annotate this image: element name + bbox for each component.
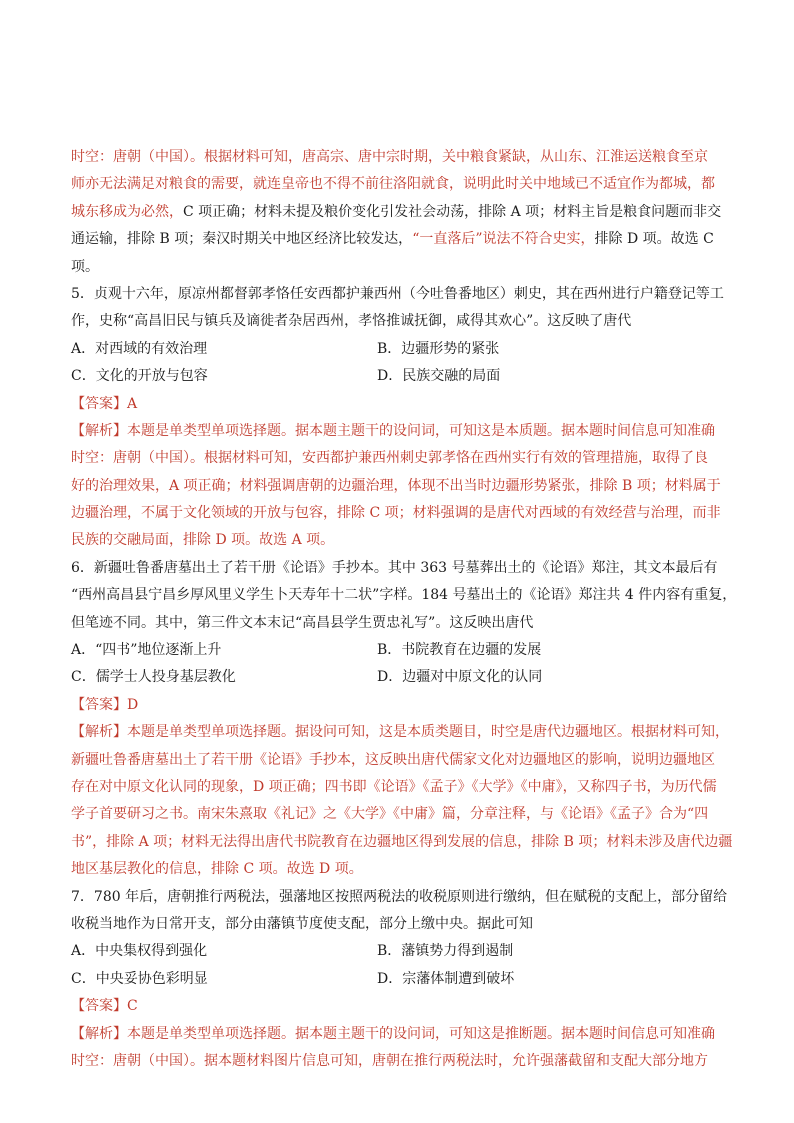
q7-stem-line-1: 7．780 年后，唐朝推行两税法，强藩地区按照两税法的收税原则进行缴纳，但在赋税的支配上，部分留给 — [71, 888, 728, 905]
q7-option-d: D．宗藩体制遭到破坏 — [377, 970, 515, 987]
q6-options-row-2 — [71, 664, 731, 691]
q6-analysis-line-1: 【解析】本题是单类型单项选择题。据设问可知，这是本质类题目，时空是唐代边疆地区。根据材料可知， — [71, 724, 729, 741]
q4-text-black: 排除 B 项；秦汉时期关中地区经济比较发达， — [127, 231, 413, 248]
q6-analysis-line-2: 新疆吐鲁番唐墓出土了若干册《论语》手抄本，这反映出唐代儒家文化对边疆地区的影响，说明边疆地区 — [71, 751, 715, 768]
q6-option-b: B．书院教育在边疆的发展 — [377, 642, 542, 659]
q4-analysis-line-2: 师亦无法满足对粮食的需要，就连皇帝也不得不前往洛阳就食，说明此时关中地域已不适宜作为都城，都 — [71, 176, 715, 193]
q6-option-d: D．边疆对中原文化的认同 — [377, 669, 543, 686]
q4-text-red: 城东移成为必然， — [71, 203, 183, 220]
q4-text-red: “一直落后”说法不符合史实， — [412, 231, 595, 248]
q4-analysis-line-3 — [71, 199, 731, 226]
q7-option-b: B．藩镇势力得到遏制 — [377, 943, 514, 960]
q6-analysis-line-4: 学子首要研习之书。南宋朱熹取《礼记》之《大学》《中庸》篇，分章注释，与《论语》《孟子》合为“四 — [71, 806, 709, 823]
q6-option-a: A．“四书”地位逐渐上升 — [71, 642, 222, 659]
q7-answer: 【答案】C — [71, 998, 138, 1015]
q7-analysis-line-1: 【解析】本题是单类型单项选择题。据本题主题干的设问词，可知这是推断题。据本题时间信息可知准确 — [71, 1025, 715, 1042]
q5-options-row-2 — [71, 363, 731, 390]
q5-answer: 【答案】A — [71, 395, 138, 412]
q5-analysis-line-1: 【解析】本题是单类型单项选择题。据本题主题干的设问词，可知这是本质题。据本题时间信息可知准确 — [71, 422, 715, 439]
q4-analysis-line-5: 项。 — [71, 258, 99, 275]
q5-stem-line-1: 5．贞观十六年，原凉州都督郭孝恪任安西都护兼西州（今吐鲁番地区）刺史，其在西州进行户籍登记等工 — [71, 285, 724, 302]
q5-analysis-line-4: 边疆治理，不属于文化领域的开放与包容，排除 C 项；材料强调的是唐代对西域的有效经营与治理，而非 — [71, 505, 721, 522]
q7-stem-line-2: 收税当地作为日常开支，部分由藩镇节度使支配，部分上缴中央。据此可知 — [71, 915, 533, 932]
q6-analysis-line-3: 存在对中原文化认同的现象，D 项正确；四书即《论语》《孟子》《大学》《中庸》，又称四子书，为历代儒 — [71, 778, 717, 795]
q5-option-c: C．文化的开放与包容 — [71, 368, 208, 385]
q7-option-a: A．中央集权得到强化 — [71, 943, 208, 960]
q5-analysis-line-5: 民族的交融局面，排除 D 项。故选 A 项。 — [71, 532, 335, 549]
q6-analysis-line-5: 书”，排除 A 项；材料无法得出唐代书院教育在边疆地区得到发展的信息，排除 B 项；材料未涉及唐代边疆 — [71, 833, 733, 850]
q5-stem-line-2: 作，史称“高昌旧民与镇兵及谪徙者杂居西州，孝恪推诚抚御，咸得其欢心”。这反映了唐代 — [71, 313, 632, 330]
q4-analysis-line-4 — [71, 226, 731, 253]
q6-answer: 【答案】D — [71, 696, 139, 713]
q6-stem-line-2: “西州高昌县宁昌乡厚风里义学生卜天寿年十二状”字样。184 号墓出土的《论语》郑注共 4 件内容有重复， — [71, 587, 737, 604]
q4-text-black: 排除 D 项。故选 C — [594, 231, 714, 248]
q4-analysis-line-1: 时空：唐朝（中国）。根据材料可知，唐高宗、唐中宗时期，关中粮食紧缺，从山东、江淮运送粮食至京 — [71, 149, 708, 165]
q5-option-b: B．边疆形势的紧张 — [377, 340, 500, 357]
q5-analysis-line-3: 好的治理效果，A 项正确；材料强调唐朝的边疆治理，体现不出当时边疆形势紧张，排除 B 项；材料属于 — [71, 477, 721, 494]
q7-options-row-1 — [71, 938, 731, 965]
q4-text-black: 通运输， — [71, 231, 127, 248]
q5-option-d: D．民族交融的局面 — [377, 368, 501, 385]
q7-option-c: C．中央妥协色彩明显 — [71, 970, 208, 987]
q4-text-black: C 项正确；材料未提及粮价变化引发社会动荡，排除 A 项；材料主旨是粮食问题而非交 — [183, 203, 722, 220]
document-page — [71, 144, 737, 1075]
q6-stem-line-3: 但笔迹不同。其中，第三件文本末记“高昌县学生贾忠礼写”。这反映出唐代 — [71, 614, 534, 631]
q7-analysis-line-2: 时空：唐朝（中国）。据本题材料图片信息可知，唐朝在推行两税法时，允许强藩截留和支配大部分地方 — [71, 1052, 708, 1069]
q6-stem-line-1: 6．新疆吐鲁番唐墓出土了若干册《论语》手抄本。其中 363 号墓葬出土的《论语》郑注，其文本最后有 — [71, 559, 718, 576]
q5-analysis-line-2: 时空：唐朝（中国）。根据材料可知，安西都护兼西州刺史郭孝恪在西州实行有效的管理措施，取得了良 — [71, 450, 708, 467]
q5-option-a: A．对西域的有效治理 — [71, 340, 208, 357]
q5-options-row-1 — [71, 336, 731, 363]
q6-option-c: C．儒学士人投身基层教化 — [71, 669, 236, 686]
q7-options-row-2 — [71, 966, 731, 993]
q6-analysis-line-6: 地区基层教化的信息，排除 C 项。故选 D 项。 — [71, 861, 363, 878]
q6-options-row-1 — [71, 637, 731, 664]
